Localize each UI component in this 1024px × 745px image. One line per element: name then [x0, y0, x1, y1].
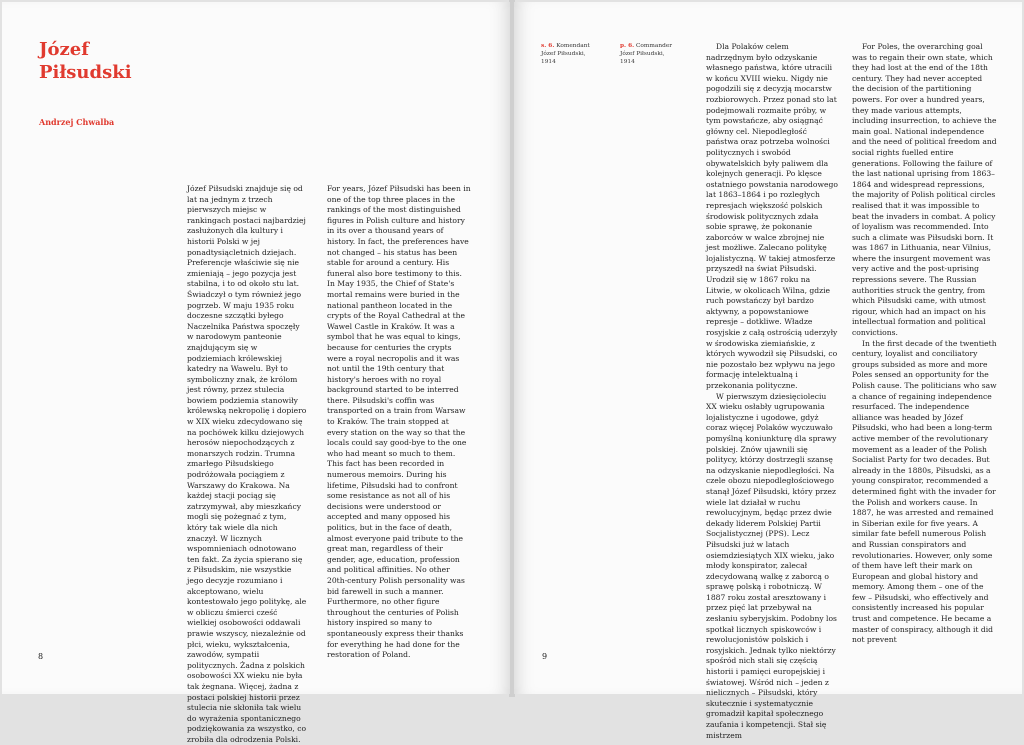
polish-text-column [706, 42, 838, 741]
photo-caption-polish [541, 42, 601, 66]
paragraph: Dla Polaków celem nadrzędnym było odzyskanie własnego państwa, które utracili w końcu XVIII wieku. Nigdy nie pogodzili się z decyzją mocarstw rozbiorowych. Przez ponad sto lat podejmowali rozmaite próby, w tym powstańcze, aby osiągnąć główny cel. Niepodległość państwa oraz potrzeba wolności politycznych i swobód obywatelskich były paliwem dla kolejnych generacji. Po klęsce ostatniego powstania narodowego lat 1863–1864 i po rozległych represjach większość polskich środowisk politycznych zdała sobie sprawę, że pokonanie zaborców w walce zbrojnej nie jest możliwe. Zalecano politykę lojalistyczną. W takiej atmosferze przyszedł na świat Piłsudski. Urodził się w 1867 roku na Litwie, w okolicach Wilna, gdzie ruch powstańczy był bardzo aktywny, a popowstaniowe represje – dotkliwe. Władze rosyjskie z całą ostrością uderzyły w środowiska ziemiańskie, z których wywodził się Piłsudski, co nie pozostało bez wpływu na jego formację intelektualną i przekonania polityczne. [706, 42, 838, 390]
author-name: Andrzej Chwalba [39, 117, 115, 127]
article-title [39, 38, 132, 84]
paragraph: In the first decade of the twentieth century, loyalist and conciliatory groups subsided as more and more Poles sensed an opportunity for the Polish cause. The politicians who saw a chance of regaining independence resurfaced. The independence alliance was headed by Józef Piłsudski, who had been a long-term active member of the revolutionary movement as a leader of the Polish Socialist Party for two decades. But already in the 1880s, Piłsudski, as a young conspirator, recommended a determined fight with the invader for the Polish and workers cause. In 1887, he was arrested and remained in Siberian exile for five years. A similar fate befell numerous Polish and Russian conspirators and revolutionaries. However, only some of them have left their mark on European and global history and memory. Among them – one of the few – Piłsudski, who effectively and consistently increased his popular trust and competence. He became a master of conspiracy, although it did not prevent [852, 338, 997, 645]
title-line-2: Piłsudski [39, 62, 132, 83]
english-text-column [852, 42, 997, 646]
paragraph: For years, Józef Piłsudski has been in one of the top three places in the rankings of the most distinguished figures in Polish culture and history in its over a thousand years of history. In fact, the preferences have not changed – his status has been stable for around a century. His funeral also bore testimony to this. In May 1935, the Chief of State's mortal remains were buried in the national pantheon located in the crypts of the Royal Cathedral at the Wawel Castle in Kraków. It was a symbol that he was equal to kings, because for centuries the crypts were a royal necropolis and it was not until the 19th century that history's heroes with no royal background started to be interred there. Piłsudski's coffin was transported on a train from Warsaw to Kraków. The train stopped at every station on the way so that the locals could say good-bye to the one who had meant so much to them. This fact has been recorded in numerous memoirs. During his lifetime, Piłsudski had to confront some resistance as not all of his decisions were understood or accepted and many opposed his politics, but in the face of death, almost everyone paid tribute to the great man, regardless of their gender, age, education, profession and political affinities. No other 20th-century Polish personality was bid farewell in such a manner. Furthermore, no other figure throughout the centuries of Polish history inspired so many to spontaneously express their thanks for everything he had done for the restoration of Poland. [327, 184, 471, 660]
left-page [2, 2, 510, 744]
polish-text-column [187, 184, 307, 745]
paragraph: Józef Piłsudski znajduje się od lat na jednym z trzech pierwszych miejsc w rankingach postaci najbardziej zasłużonych dla kultury i historii Polski w jej ponadtysiącletnich dziejach. Preferencje właściwie się nie zmieniają – jego pozycja jest stabilna, i to od około stu lat. Świadczył o tym również jego pogrzeb. W maju 1935 roku doczesne szczątki byłego Naczelnika Państwa spoczęły w narodowym panteonie znajdującym się w podziemiach królewskiej katedry na Wawelu. Był to symboliczny znak, że królom jest równy, przez stulecia bowiem podziemia stanowiły królewską nekropolię i dopiero w XIX wieku zdecydowano się na pochówek kilku dziejowych herosów niepochodzących z monarszych rodzin. Trumna zmarłego Piłsudskiego podróżowała pociągiem z Warszawy do Krakowa. Na każdej stacji pociąg się zatrzymywał, aby mieszkańcy mogli się pożegnać z tym, który tak wiele dla nich znaczył. W licznych wspomnieniach odnotowano ten fakt. Za życia spierano się z Piłsudskim, nie wszystkie jego decyzje rozumiano i akceptowano, wielu kontestowało jego politykę, ale w obliczu śmierci cześć wielkiej osobowości oddawali prawie wszyscy, niezależnie od płci, wieku, wykształcenia, zawodów, sympatii politycznych. Żadna z polskich osobowości XX wieku nie była tak żegnana. Więcej, żadna z postaci polskiej historii przez stulecia nie skłoniła tak wielu do wyrażenia spontanicznego podziękowania za wszystko, co zrobiła dla odrodzenia Polski. [187, 184, 307, 744]
caption-ref: p. 6. [620, 43, 635, 49]
title-line-1: Józef [39, 39, 89, 60]
caption-text: Commander Józef Piłsudski, 1914 [620, 43, 673, 65]
right-page [514, 2, 1022, 740]
page-number: 8 [38, 652, 44, 661]
photo-caption-english [620, 42, 680, 66]
caption-ref: s. 6. [541, 43, 555, 49]
paragraph: W pierwszym dziesięcioleciu XX wieku osłabły ugrupowania lojalistyczne i ugodowe, gdyż coraz więcej Polaków wyczuwało pomyślną koniunkturę dla sprawy polskiej. Znów ujawnili się politycy, którzy dostrzegli szansę na odzyskanie niepodległości. Na czele obozu niepodległościowego stanął Józef Piłsudski, który przez wiele lat działał w ruchu rewolucyjnym, będąc przez dwie dekady liderem Polskiej Partii Socjalistycznej (PPS). Lecz Piłsudski już w latach osiemdziesiątych XIX wieku, jako młody konspirator, zalecał zdecydowaną walkę z zaborcą o sprawę polską i robotniczą. W 1887 roku został aresztowany i przez pięć lat przebywał na zesłaniu syberyjskim. Podobny los spotkał licznych spiskowców i rewolucjonistów polskich i rosyjskich. Jednak tylko niektórzy spośród nich stali się częścią historii i pamięci europejskiej i światowej. Wśród nich – jeden z nielicznych – Piłsudski, który skutecznie i systematycznie gromadził kapitał społecznego zaufania i kompetencji. Stał się mistrzem [706, 391, 837, 740]
paragraph: For Poles, the overarching goal was to regain their own state, which they had lost at the end of the 18th century. They had never accepted the decision of the partitioning powers. For over a hundred years, they made various attempts, including insurrection, to achieve the main goal. National independence and the need of political freedom and social rights fuelled entire generations. Following the failure of the last national uprising from 1863–1864 and widespread repressions, the majority of Polish political circles realised that it was impossible to beat the invaders in combat. A policy of loyalism was recommended. Into such a climate was Piłsudski born. It was 1867 in Lithuania, near Vilnius, where the insurgent movement was very active and the post-uprising repressions severe. The Russian authorities struck the gentry, from which Piłsudski came, with utmost rigour, which had an impact on his intellectual formation and political convictions. [852, 42, 997, 338]
caption-text: Komendant Józef Piłsudski, 1914 [541, 43, 590, 65]
page-number: 9 [542, 652, 548, 661]
english-text-column [327, 184, 472, 661]
